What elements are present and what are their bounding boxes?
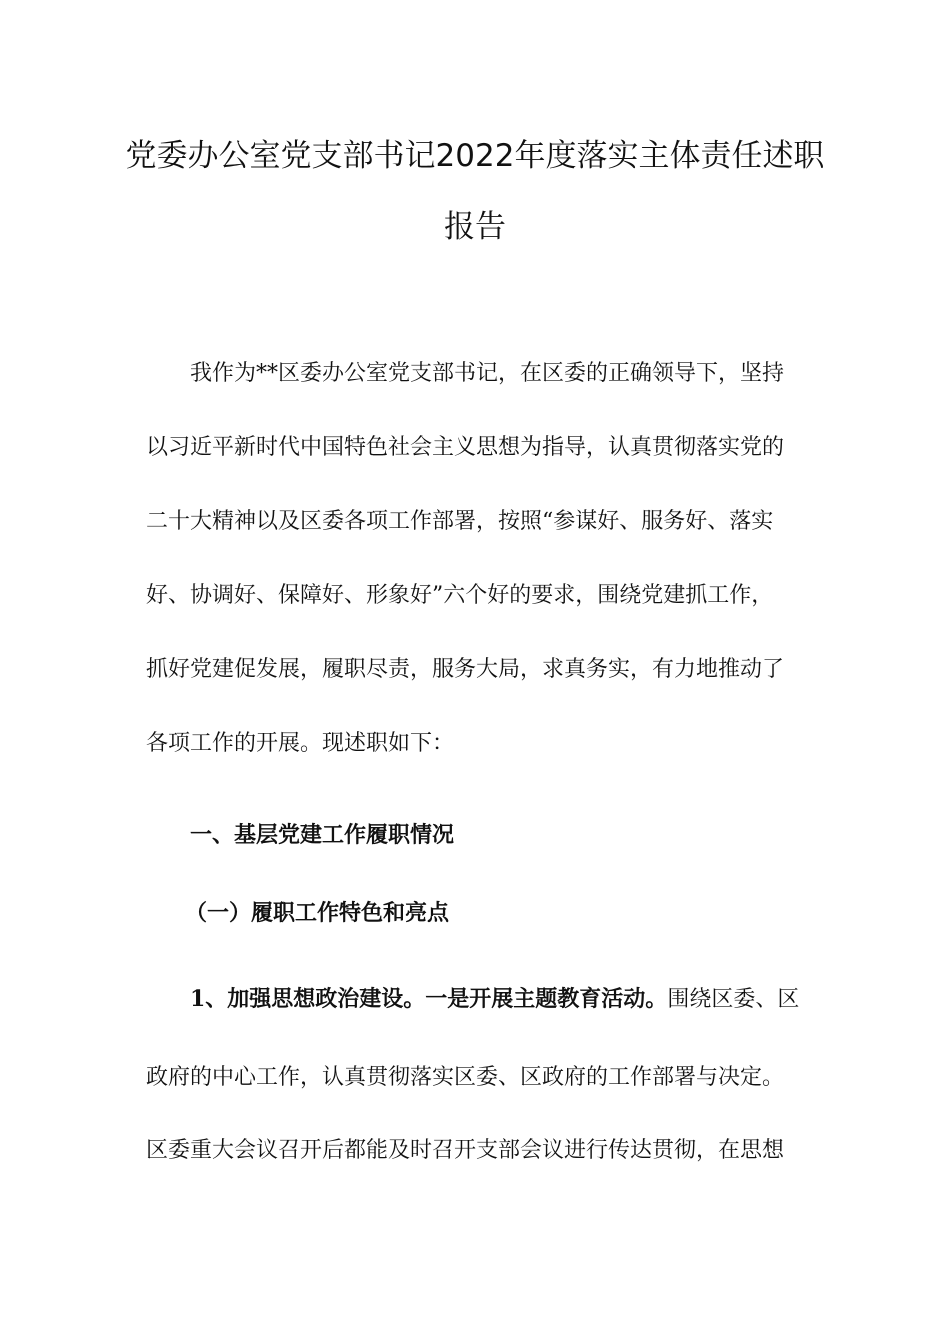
intro-paragraph-line: 以习近平新时代中国特色社会主义思想为指导，认真贯彻落实党的: [146, 435, 785, 460]
item-paragraph-line: 政府的中心工作，认真贯彻落实区委、区政府的工作部署与决定。: [146, 1065, 785, 1090]
item-paragraph-line: 区委重大会议召开后都能及时召开支部会议进行传达贯彻，在思想: [146, 1138, 785, 1163]
intro-paragraph-line: 好、协调好、保障好、形象好”六个好的要求，围绕党建抓工作，: [146, 583, 774, 608]
intro-paragraph-line: 抓好党建促发展，履职尽责，服务大局，求真务实，有力地推动了: [146, 657, 785, 682]
subsection-heading: （一）履职工作特色和亮点: [185, 900, 450, 926]
item-paragraph-first-line: [190, 984, 806, 1015]
document-title-line-2: 报告: [444, 209, 506, 245]
document-title-line-1: 党委办公室党支部书记2022年度落实主体责任述职: [125, 138, 825, 174]
item-first-line-rest: 围绕区委、区: [667, 987, 800, 1012]
section-heading: 一、基层党建工作履职情况: [190, 822, 455, 848]
item-bold-lead: 1、加强思想政治建设。一是开展主题教育活动。: [190, 986, 668, 1012]
intro-paragraph-line: 各项工作的开展。现述职如下：: [146, 731, 455, 756]
intro-paragraph-line: 我作为**区委办公室党支部书记，在区委的正确领导下，坚持: [190, 361, 785, 386]
intro-paragraph-line: 二十大精神以及区委各项工作部署，按照“参谋好、服务好、落实: [146, 509, 774, 534]
